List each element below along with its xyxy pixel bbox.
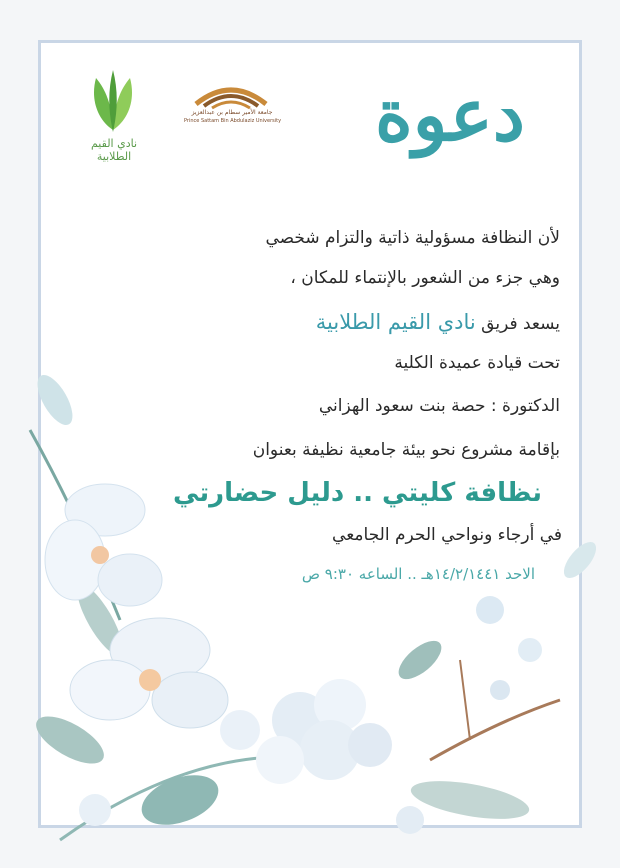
text-line-2: وهي جزء من الشعور بالإنتماء للمكان ، (290, 268, 560, 288)
club-name-highlight: نادي القيم الطلابية (315, 310, 476, 334)
text-line-3-prefix: يسعد فريق (481, 314, 560, 334)
university-name-en: Prince Sattam Bin Abdulaziz University (184, 118, 282, 124)
university-name-ar: جامعة الأمير سطام بن عبدالعزيز (191, 109, 273, 116)
invitation-title: دعوة (375, 72, 525, 157)
club-logo-text: نادي القيم الطلابية (90, 137, 138, 163)
text-line-1: لأن النظافة مسؤولية ذاتية والتزام شخصي (265, 228, 560, 248)
date-line: الاحد ١٤/٢/١٤٤١هـ .. الساعه ٩:٣٠ ص (301, 565, 535, 583)
text-line-8: في أرجاء ونواحي الحرم الجامعي (332, 525, 562, 545)
text-line-6: بإقامة مشروع نحو بيئة جامعية نظيفة بعنوان (252, 440, 560, 460)
project-title: نظافة كليتي .. دليل حضارتي (173, 478, 542, 508)
text-line-4: تحت قيادة عميدة الكلية (394, 353, 560, 373)
text-line-5: الدكتورة : حصة بنت سعود الهزاني (318, 396, 560, 416)
